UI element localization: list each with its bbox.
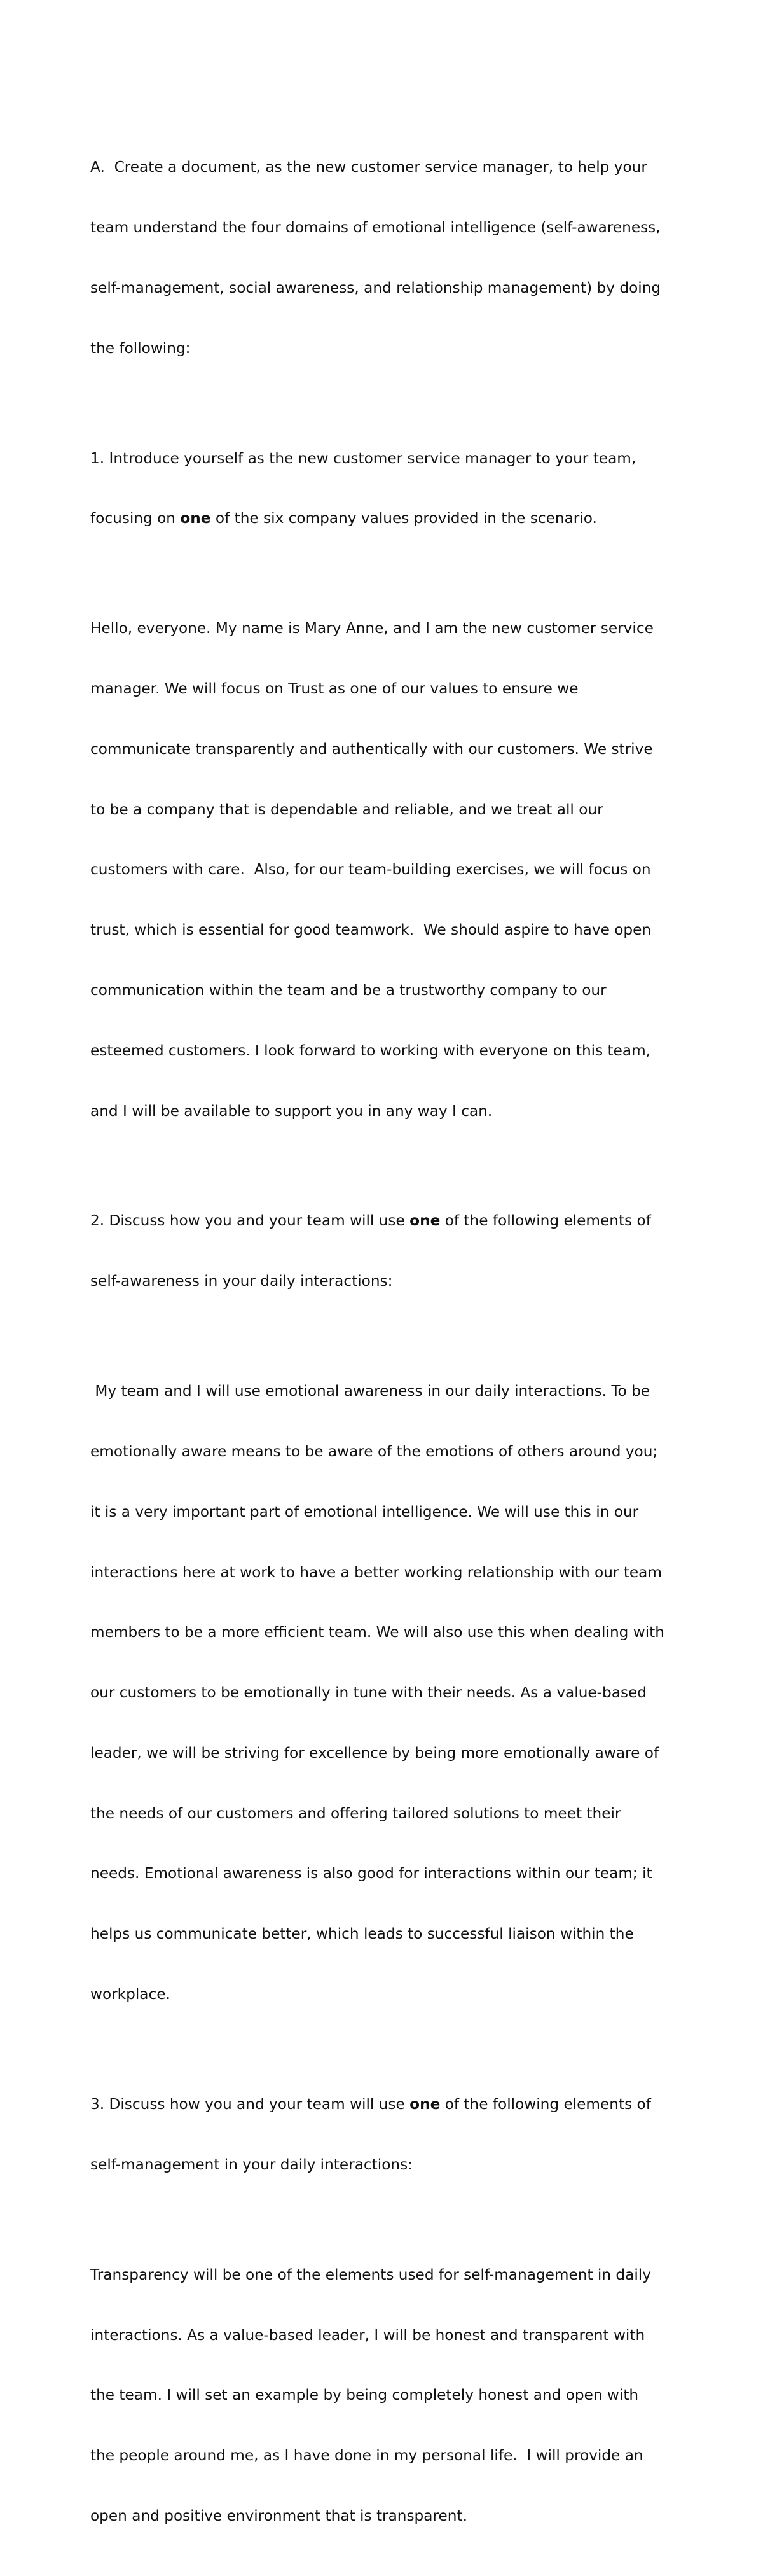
text-line: interactions. As a value-based leader, I will be honest and transparent with (90, 2326, 645, 2344)
text-line: esteemed customers. I look forward to working with everyone on this team, (90, 1041, 651, 1059)
text-line: workplace. (90, 1986, 170, 2003)
text-line: team understand the four domains of emotional intelligence (self-awareness, (90, 218, 661, 236)
emphasis-one: one (409, 2096, 441, 2113)
question-1 (90, 408, 682, 569)
text-line: the following: (90, 339, 191, 357)
question-3 (90, 2054, 682, 2215)
text-run: of the following elements of (440, 2096, 651, 2113)
question-2 (90, 1171, 682, 1332)
text-line: Transparency will be one of the elements used for self-management in daily (90, 2266, 651, 2283)
text-line: leader, we will be striving for excellence by being more emotionally aware of (90, 1744, 659, 1762)
text-run: focusing on (90, 510, 181, 527)
text-line (90, 2094, 682, 2115)
text-line: customers with care. Also, for our team-building exercises, we will focus on (90, 861, 651, 879)
text-run: 3. Discuss how you and your team will use (90, 2096, 410, 2113)
text-line: the needs of our customers and offering tailored solutions to meet their (90, 1804, 621, 1822)
text-line: My team and I will use emotional awareness in our daily interactions. To be (90, 1382, 650, 1400)
text-line: interactions here at work to have a better working relationship with our team (90, 1563, 662, 1581)
text-line: the people around me, as I have done in my personal life. I will provide an (90, 2447, 643, 2465)
text-line: A. Create a document, as the new customer service manager, to help your (90, 158, 647, 176)
text-line: Hello, everyone. My name is Mary Anne, and I am the new customer service (90, 620, 654, 637)
text-line: needs. Emotional awareness is also good for interactions within our team; it (90, 1865, 652, 1883)
text-line: emotionally aware means to be aware of the emotions of others around you; (90, 1443, 658, 1460)
text-line: the team. I will set an example by being completely honest and open with (90, 2386, 639, 2404)
text-line: members to be a more efficient team. We will also use this when dealing with (90, 1624, 664, 1641)
answer-1 (90, 578, 682, 1161)
document-page (90, 117, 682, 2576)
text-line: helps us communicate better, which leads to successful liaison within the (90, 1925, 634, 1943)
answer-2 (90, 1341, 682, 2045)
text-line: 1. Introduce yourself as the new customer service manager to your team, (90, 449, 636, 467)
text-line: trust, which is essential for good teamwork. We should aspire to have open (90, 921, 652, 939)
text-run: of the following elements of (440, 1212, 651, 1230)
emphasis-one: one (180, 510, 211, 527)
text-run: 2. Discuss how you and your team will use (90, 1212, 410, 1230)
text-line: communication within the team and be a trustworthy company to our (90, 981, 607, 999)
text-line: it is a very important part of emotional intelligence. We will use this in our (90, 1503, 639, 1521)
text-line (90, 508, 682, 529)
text-run: of the six company values provided in the scenario. (210, 510, 597, 527)
text-line: communicate transparently and authentically with our customers. We strive (90, 740, 653, 758)
text-line: to be a company that is dependable and reliable, and we treat all our (90, 800, 603, 818)
text-line: self-management in your daily interactions: (90, 2155, 413, 2173)
text-line: open and positive environment that is transparent. (90, 2507, 467, 2524)
text-line: self-awareness in your daily interactions: (90, 1272, 393, 1290)
text-line (90, 1211, 682, 1231)
text-line: manager. We will focus on Trust as one of our values to ensure we (90, 680, 579, 698)
text-line: our customers to be emotionally in tune with their needs. As a value-based (90, 1684, 647, 1702)
text-line: self-management, social awareness, and relationship management) by doing (90, 279, 661, 296)
emphasis-one: one (409, 1212, 441, 1230)
answer-3 (90, 2225, 682, 2566)
text-line: and I will be available to support you in any way I can. (90, 1102, 493, 1120)
intro-paragraph (90, 117, 682, 398)
